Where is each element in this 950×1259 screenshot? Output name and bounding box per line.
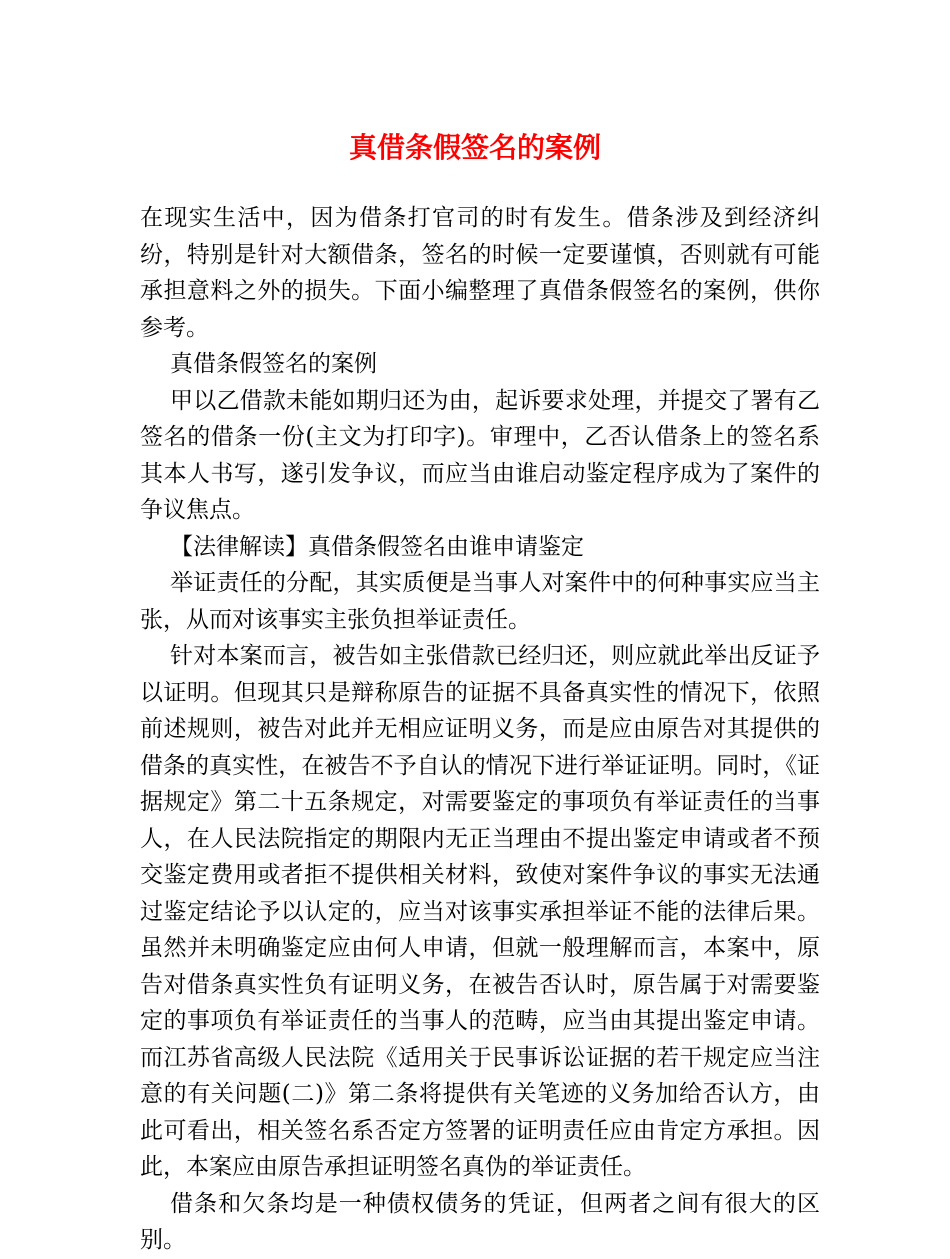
case-paragraph: 甲以乙借款未能如期归还为由，起诉要求处理，并提交了署有乙签名的借条一份(主文为打印字)。审理中，乙否认借条上的签名系其本人书写，遂引发争议，而应当由谁启动鉴定程序成为了案件的争议焦点。 [140, 387, 820, 523]
document-body [140, 200, 820, 1259]
intro-paragraph: 在现实生活中，因为借条打官司的时有发生。借条涉及到经济纠纷，特别是针对大额借条，签名的时候一定要谨慎，否则就有可能承担意料之外的损失。下面小编整理了真借条假签名的案例，供你参考。 [140, 205, 820, 341]
document-title: 真借条假签名的案例 [348, 131, 601, 164]
analysis-paragraph: 针对本案而言，被告如主张借款已经归还，则应就此举出反证予以证明。但现其只是辩称原告的证据不具备真实性的情况下，依照前述规则，被告对此并无相应证明义务，而是应由原告对其提供的借条的真实性，在被告不予自认的情况下进行举证证明。同时，《证据规定》第二十五条规定，对需要鉴定的事项负有举证责任的当事人，在人民法院指定的期限内无正当理由不提出鉴定申请或者不预交鉴定费用或者拒不提供相关材料，致使对案件争议的事实无法通过鉴定结论予以认定的，应当对该事实承担举证不能的法律后果。虽然并未明确鉴定应由何人申请，但就一般理解而言，本案中，原告对借条真实性负有证明义务，在被告否认时，原告属于对需要鉴定的事项负有举证责任的当事人的范畴，应当由其提出鉴定申请。而江苏省高级人民法院《适用关于民事诉讼证据的若干规定应当注意的有关问题(二)》第二条将提供有关笔迹的义务加给否认方，由此可看出，相关签名系否定方签署的证明责任应由肯定方承担。因此，本案应由原告承担证明签名真伪的举证责任。 [140, 643, 820, 1180]
closing-paragraph: 借条和欠条均是一种债权债务的凭证，但两者之间有很大的区别。 [140, 1190, 820, 1253]
burden-of-proof-paragraph: 举证责任的分配，其实质便是当事人对案件中的何种事实应当主张，从而对该事实主张负担举证责任。 [140, 570, 820, 633]
case-heading: 真借条假签名的案例 [170, 351, 377, 377]
legal-interpretation-heading: 【法律解读】真借条假签名由谁申请鉴定 [170, 533, 584, 560]
